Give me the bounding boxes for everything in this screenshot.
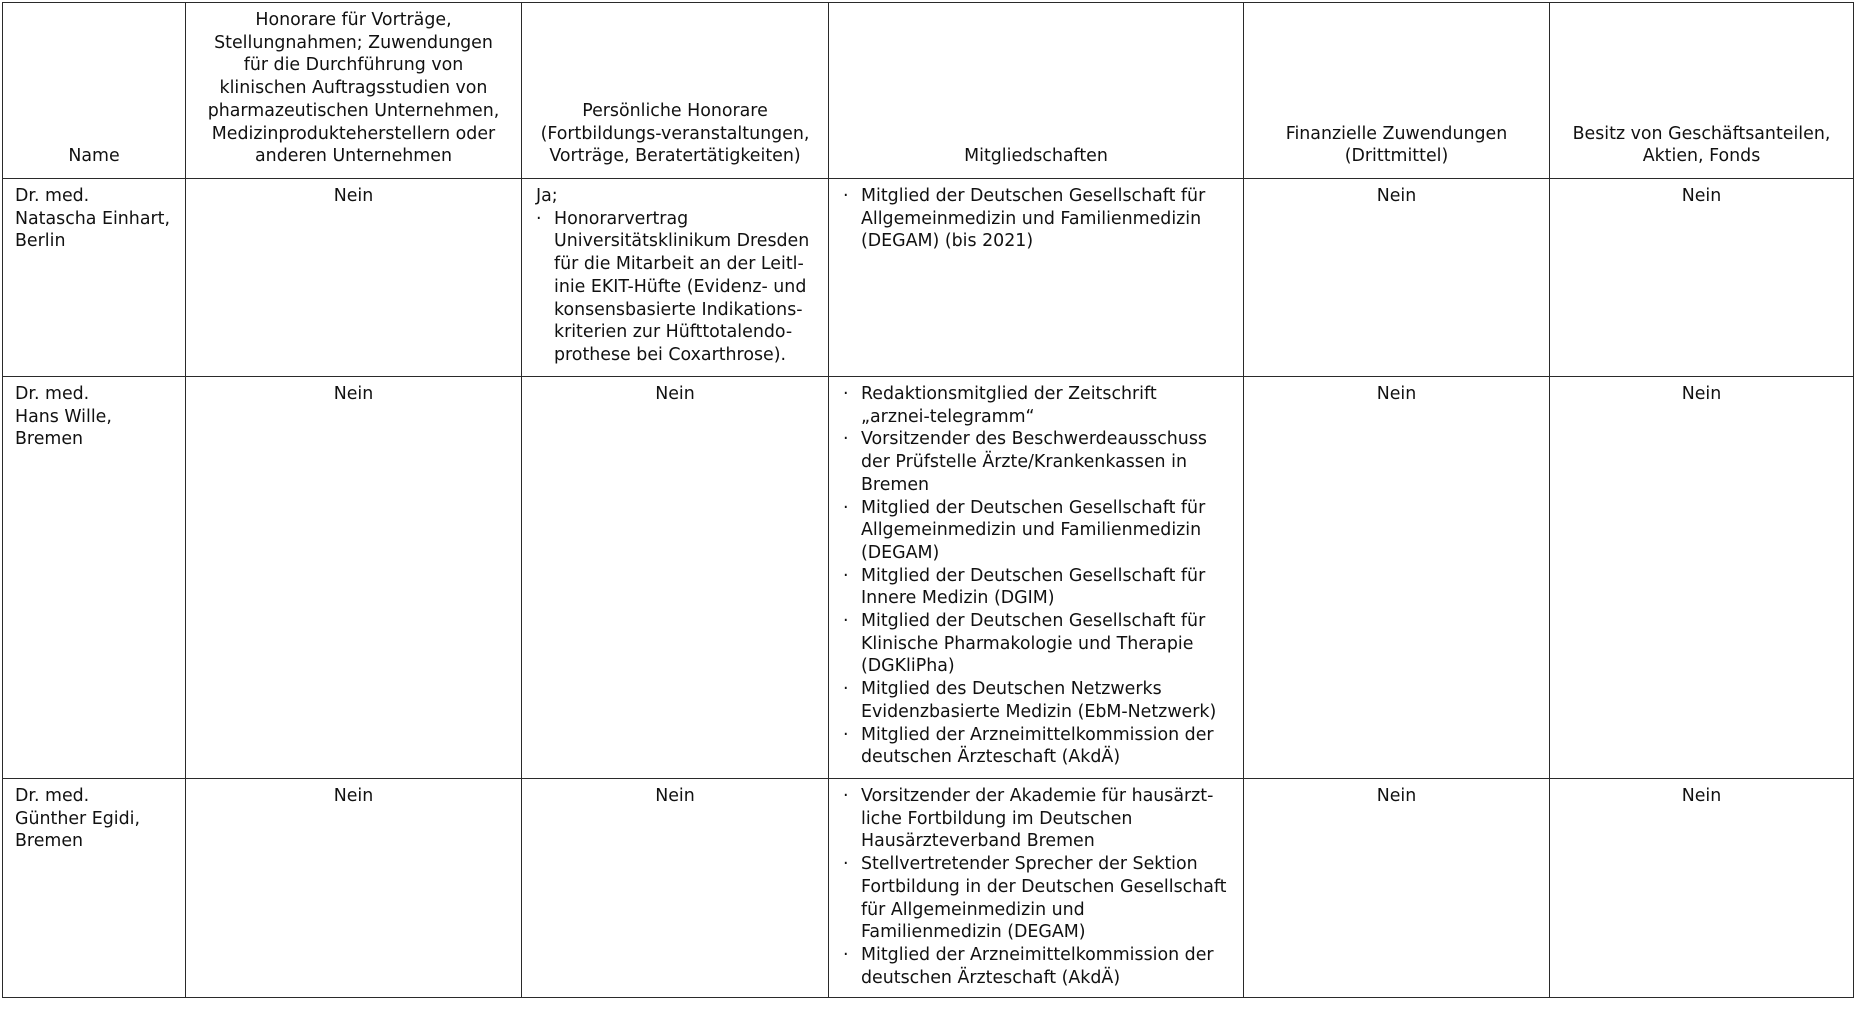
cell-name <box>3 179 186 377</box>
mitgliedschaften-list <box>843 185 1229 253</box>
cell-persoenliche-honorare: Nein <box>522 377 829 779</box>
list-item: · Stellvertretender Sprecher der Sektion Fortbildung in der Deutschen Gesellschaft für Allgemeinmedizin und Familienmedizin (DEGAM) <box>843 853 1229 944</box>
list-item: · Redaktionsmitglied der Zeitschrift „arznei-telegramm“ <box>843 383 1229 428</box>
table-row <box>3 779 1854 998</box>
list-item: · Vorsitzender der Akademie für hausärzt-liche Fortbildung im Deutschen Hausärzteverband Bremen <box>843 785 1229 853</box>
cell-honorare-vortraege: Nein <box>186 779 522 998</box>
persoenliche-honorare-list <box>536 208 814 367</box>
cell-finanzielle-zuwendungen: Nein <box>1244 179 1550 377</box>
cell-mitgliedschaften <box>829 377 1244 779</box>
cell-besitz: Nein <box>1550 779 1854 998</box>
cell-besitz: Nein <box>1550 377 1854 779</box>
cell-honorare-vortraege: Nein <box>186 377 522 779</box>
list-item: · Vorsitzender des Beschwerdeausschuss der Prüfstelle Ärzte/Krankenkassen in Bremen <box>843 428 1229 496</box>
persoenliche-honorare-lead: Ja; <box>536 186 558 206</box>
name-title: Dr. med. <box>15 786 90 806</box>
list-item: · Mitglied des Deutschen Netzwerks Evidenzbasierte Medizin (EbM-Netzwerk) <box>843 678 1229 723</box>
cell-mitgliedschaften <box>829 179 1244 377</box>
cell-honorare-vortraege: Nein <box>186 179 522 377</box>
table-row <box>3 179 1854 377</box>
cell-finanzielle-zuwendungen: Nein <box>1244 377 1550 779</box>
cell-mitgliedschaften <box>829 779 1244 998</box>
cell-name <box>3 779 186 998</box>
header-finanzielle-zuwendungen: Finanzielle Zuwendungen (Drittmittel) <box>1244 3 1550 179</box>
cell-persoenliche-honorare: Nein <box>522 779 829 998</box>
header-honorare-vortraege: Honorare für Vorträge, Stellungnahmen; Zuwendungen für die Durchführung von klinischen Auftragsstudien von pharmazeutischen Unternehmen, Medizinprodukteherstellern oder anderen Unternehmen <box>186 3 522 179</box>
cell-persoenliche-honorare <box>522 179 829 377</box>
name-person: Natascha Einhart, <box>15 208 170 229</box>
table-row <box>3 377 1854 779</box>
conflict-of-interest-table <box>2 2 1854 998</box>
mitgliedschaften-list <box>843 785 1229 989</box>
header-besitz: Besitz von Geschäftsanteilen, Aktien, Fonds <box>1550 3 1854 179</box>
list-item: · Honorarvertrag Universitätsklinikum Dresden für die Mitarbeit an der Leitl-inie EKIT-Hüfte (Evidenz- und konsensbasierte Indikations-kriterien zur Hüfttotalendo-prothese bei Coxarthrose). <box>536 208 814 367</box>
header-name: Name <box>3 3 186 179</box>
list-item: · Mitglied der Deutschen Gesellschaft für Allgemeinmedizin und Familienmedizin (DEGAM) <box>843 497 1229 565</box>
list-item: · Mitglied der Deutschen Gesellschaft für Innere Medizin (DGIM) <box>843 565 1229 610</box>
cell-name <box>3 377 186 779</box>
name-person: Günther Egidi, <box>15 808 140 829</box>
name-city: Berlin <box>15 231 66 252</box>
name-title: Dr. med. <box>15 186 90 206</box>
name-city: Bremen <box>15 831 84 852</box>
list-item: · Mitglied der Deutschen Gesellschaft für Allgemeinmedizin und Familienmedizin (DEGAM) (bis 2021) <box>843 185 1229 253</box>
header-persoenliche-honorare: Persönliche Honorare (Fortbildungs-veranstaltungen, Vorträge, Beratertätigkeiten) <box>522 3 829 179</box>
cell-besitz: Nein <box>1550 179 1854 377</box>
cell-finanzielle-zuwendungen: Nein <box>1244 779 1550 998</box>
list-item: · Mitglied der Arzneimittelkommission der deutschen Ärzteschaft (AkdÄ) <box>843 944 1229 989</box>
name-city: Bremen <box>15 429 84 450</box>
list-item: · Mitglied der Arzneimittelkommission der deutschen Ärzteschaft (AkdÄ) <box>843 724 1229 769</box>
name-title: Dr. med. <box>15 384 90 404</box>
mitgliedschaften-list <box>843 383 1229 769</box>
list-item: · Mitglied der Deutschen Gesellschaft für Klinische Pharmakologie und Therapie (DGKliPha) <box>843 610 1229 678</box>
name-person: Hans Wille, <box>15 406 112 427</box>
coi-table-container <box>2 2 1853 998</box>
table-header-row <box>3 3 1854 179</box>
header-mitgliedschaften: Mitgliedschaften <box>829 3 1244 179</box>
